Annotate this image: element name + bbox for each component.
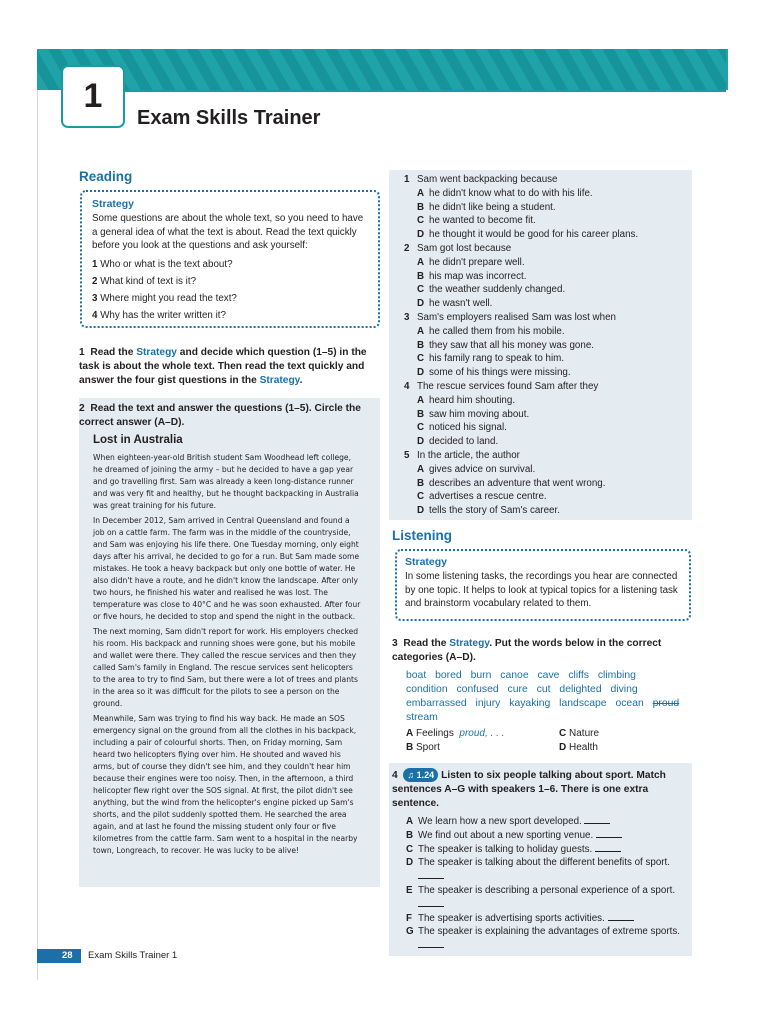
option-letter[interactable]: C: [417, 422, 425, 434]
strategy-question: 2 What kind of text is it?: [92, 275, 197, 287]
option-letter[interactable]: B: [417, 408, 425, 420]
strategy-text: In some listening tasks, the recordings you hear are connected by one topic. It helps to look at typical topics for a listening task and brainstorm vocabulary related to them.: [405, 571, 678, 609]
strategy-heading: Strategy: [405, 556, 448, 568]
word: injury: [475, 698, 501, 709]
answer-blank[interactable]: [608, 912, 634, 921]
word: condition: [406, 684, 448, 695]
unit-number: 1: [83, 77, 103, 115]
story-text: [93, 452, 361, 860]
listening-heading: Listening: [392, 528, 452, 543]
story-title: Lost in Australia: [93, 434, 183, 446]
header-banner-edge: [726, 49, 728, 90]
footer-title: Exam Skills Trainer 1: [88, 950, 178, 961]
question-3: 3 Sam's employers realised Sam was lost when A he called them from his mobile. B they saw that all his money was gone. C his family rang to speak to him. D some of his things were missing.: [404, 311, 616, 379]
answer-blank[interactable]: [418, 898, 444, 907]
reading-strategy-box: [80, 190, 380, 328]
sentence-item: G The speaker is explaining the advantages of extreme sports.: [406, 925, 688, 953]
strategy-question: 1 Who or what is the text about?: [92, 258, 233, 270]
option-letter[interactable]: D: [417, 229, 425, 241]
word: canoe: [500, 670, 529, 681]
word: cliffs: [568, 670, 589, 681]
option-letter[interactable]: A: [417, 463, 425, 475]
audio-icon[interactable]: ♫ 1.24: [403, 768, 438, 782]
answer-blank[interactable]: [418, 870, 444, 879]
option-letter[interactable]: B: [417, 201, 425, 213]
option-letter[interactable]: B: [417, 339, 425, 351]
word: cure: [507, 684, 528, 695]
option-letter[interactable]: B: [417, 477, 425, 489]
option-letter[interactable]: B: [417, 270, 425, 282]
answer-blank[interactable]: [418, 939, 444, 948]
unit-badge: [61, 65, 125, 128]
matching-sentences: [406, 815, 688, 953]
word: burn: [470, 670, 492, 681]
task-1: 1 Read the Strategy and decide which question (1–5) in the task is about the whole text. Then read the text quickly and answer the four gist questions in the Strategy.: [79, 347, 367, 386]
question-1: 1 Sam went backpacking because A he didn't know what to do with his life. B he didn't like being a student. C he wanted to become fit. D he thought it would be good for his career plans.: [404, 174, 639, 241]
story-paragraph: When eighteen-year-old British student Sam Woodhead left college, he dreamed of joining the army – but he decided to have a gap year and go travelling first. Sam was already a keen long-distance runner and was very fit and healthy, but he thought backpacking in Australia was great training for his future.: [93, 453, 359, 510]
title-rule: [125, 90, 726, 92]
story-paragraph: In December 2012, Sam arrived in Central Queensland and found a job on a cattle farm. The farm was in the middle of the countryside, and Sam was enjoying his life there. One Tuesday morning, only eight days after his arrival, he decided to go for a run. But Sam made some mistakes. He took a heavy backpack but only one bottle of water. He also didn't have a route, and he didn't know the landscape. After only two hours, he finished his water and realised he was lost. The temperature was close to 40°C and he was soon exhausted. After four or five hours, he decided to stop and spend the night in the outback.: [93, 516, 361, 621]
strategy-text: Some questions are about the whole text, so you need to have a general idea of what the text is about. Read the text quickly before you look at the questions and ask yourself:: [92, 213, 364, 251]
strategy-question: 3 Where might you read the text?: [92, 292, 237, 304]
word: diving: [610, 684, 638, 695]
task-4: 4 ♫ 1.24 Listen to six people talking about sport. Match sentences A–G with speakers 1–6. There is one extra sentence.: [392, 770, 666, 809]
question-5: 5 In the article, the author A gives advice on survival. B describes an adventure that went wrong. C advertises a rescue centre. D tells the story of Sam's career.: [404, 449, 606, 517]
word: embarrassed: [406, 698, 467, 709]
strategy-heading: Strategy: [92, 198, 135, 210]
option-letter[interactable]: C: [417, 215, 425, 227]
answer-blank[interactable]: [595, 843, 621, 852]
category-c: C Nature: [559, 728, 600, 739]
sentence-item: B We find out about a new sporting venue.: [406, 829, 688, 843]
answer-blank[interactable]: [584, 815, 610, 824]
option-letter[interactable]: C: [417, 284, 425, 296]
word: delighted: [559, 684, 602, 695]
sentence-item: F The speaker is advertising sports activities.: [406, 912, 688, 926]
option-letter[interactable]: A: [417, 394, 425, 406]
option-letter[interactable]: A: [417, 256, 425, 268]
categories: [406, 727, 690, 755]
option-letter[interactable]: C: [417, 491, 425, 503]
listening-strategy-box: [395, 549, 691, 621]
category-b: B Sport: [406, 742, 440, 753]
option-letter[interactable]: D: [417, 367, 425, 379]
sentence-item: E The speaker is describing a personal experience of a sport.: [406, 884, 688, 912]
header-banner: [37, 49, 726, 90]
task-3: 3 Read the Strategy. Put the words below in the correct categories (A–D).: [392, 638, 662, 663]
option-letter[interactable]: D: [417, 505, 425, 517]
category-d: D Health: [559, 742, 598, 753]
page-number: 28: [62, 950, 73, 961]
option-letter[interactable]: A: [417, 187, 425, 199]
word: confused: [456, 684, 499, 695]
sentence-item: A We learn how a new sport developed.: [406, 815, 688, 829]
word: ocean: [615, 698, 644, 709]
page-number-badge: [37, 949, 81, 963]
sentence-item: D The speaker is talking about the different benefits of sport.: [406, 856, 688, 884]
word-bank: [406, 669, 690, 725]
strategy-question: 4 Why has the writer written it?: [92, 309, 226, 321]
reading-heading: Reading: [79, 169, 133, 184]
answer-blank[interactable]: [596, 829, 622, 838]
page-title: Exam Skills Trainer: [137, 107, 321, 129]
word: boat: [406, 670, 427, 681]
question-2: 2 Sam got lost because A he didn't prepare well. B his map was incorrect. C the weather suddenly changed. D he wasn't well.: [404, 242, 566, 310]
word: cut: [536, 684, 551, 695]
option-letter[interactable]: A: [417, 325, 425, 337]
story-paragraph: The next morning, Sam didn't report for work. His employers checked his room. His backpack and running shoes were gone, but his mobile and wallet were there. They called the rescue services and then they called Sam's family in England. The rescue services sent helicopters to the area to try to find Sam, but there were a lot of trees and plants in the area so it was difficult for the pilots to see a person on the ground.: [93, 627, 359, 708]
word: stream: [406, 712, 438, 723]
word: climbing: [597, 670, 636, 681]
task-2: 2 Read the text and answer the questions (1–5). Circle the correct answer (A–D).: [79, 403, 361, 428]
word: landscape: [559, 698, 607, 709]
word-crossed: proud: [652, 698, 680, 709]
word: kayaking: [509, 698, 551, 709]
word: bored: [435, 670, 462, 681]
multiple-choice-questions: [404, 173, 689, 518]
category-a: A Feelings proud, . . .: [406, 728, 505, 739]
word: cave: [537, 670, 560, 681]
category-answer[interactable]: proud, . . .: [459, 728, 505, 739]
question-4: 4 The rescue services found Sam after they A heard him shouting. B saw him moving about. C noticed his signal. D decided to land.: [404, 380, 599, 448]
option-letter[interactable]: C: [417, 353, 425, 365]
story-paragraph: Meanwhile, Sam was trying to find his way back. He made an SOS emergency signal on the ground from all the clothes in his backpack, including a pair of colourful shorts. Then, on Friday morning, Sam heard two helicopters flying over him. He shouted and waved his arms, but of course they didn't see him, and they couldn't hear him because their engines were too noisy. Then, in the afternoon, a third helicopter flew right over the SOS signal. At first, the pilot didn't see anything, but the wind from the helicopter's engine picked up Sam's shorts, and the pilot suddenly spotted them. He searched the area again, and at last he found the missing student only four or five kilometres from the cattle farm. Sam went to a hospital in the nearby town, Longreach, to recover. He was lucky to be alive!: [93, 714, 358, 855]
option-letter[interactable]: D: [417, 298, 425, 310]
option-letter[interactable]: D: [417, 436, 425, 448]
sentence-item: C The speaker is talking to holiday guests.: [406, 843, 688, 857]
